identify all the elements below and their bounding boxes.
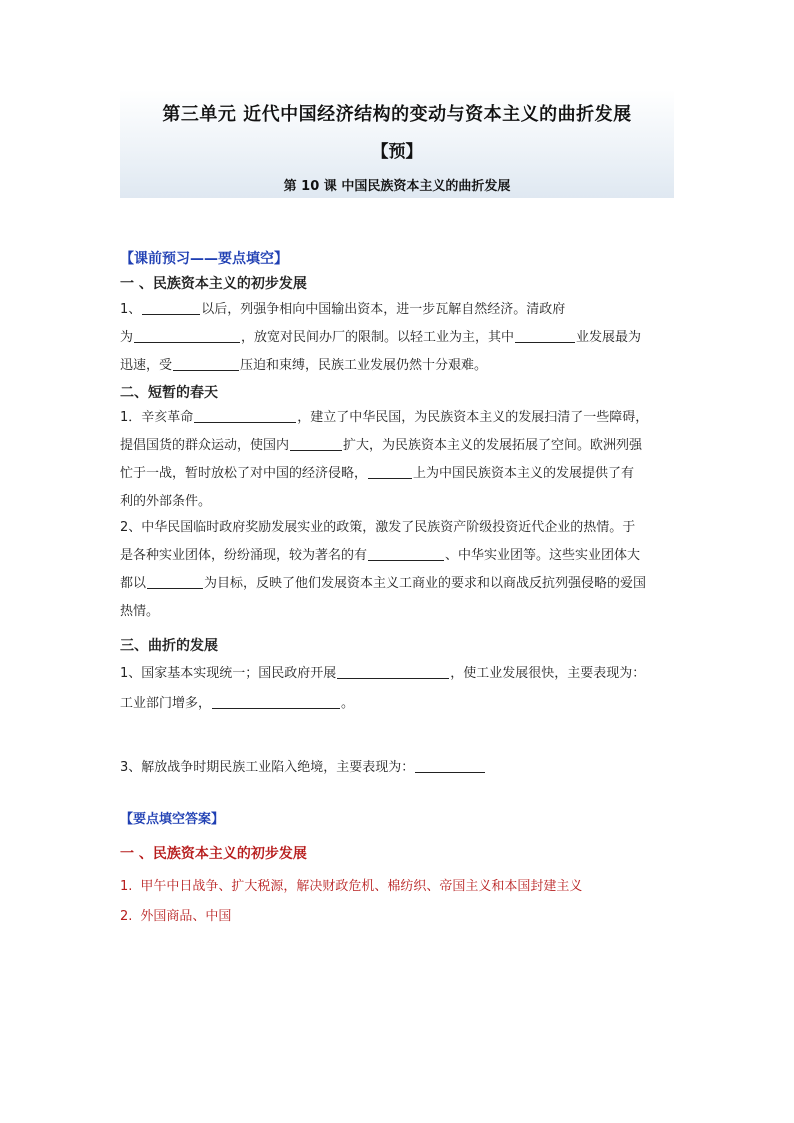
text: 扩大，为民族资本主义的发展拓展了空间。欧洲列强 bbox=[343, 438, 643, 453]
text: 热情。 bbox=[120, 604, 160, 619]
blank-line[interactable] bbox=[173, 354, 239, 371]
text: 3、解放战争时期民族工业陷入绝境，主要表现为： bbox=[120, 760, 415, 775]
answer-item bbox=[120, 905, 231, 924]
text-line bbox=[120, 598, 680, 626]
text-line bbox=[120, 514, 680, 542]
text: 为 bbox=[120, 330, 134, 345]
section1-title: 一 、民族资本主义的初步发展 bbox=[120, 276, 307, 292]
answer-text: 外国商品、中国 bbox=[140, 909, 232, 924]
section2-paragraph2 bbox=[120, 514, 680, 626]
blank-line[interactable] bbox=[212, 692, 340, 709]
preview-tag: 【预】 bbox=[371, 142, 423, 162]
text: 上为中国民族资本主义的发展提供了有 bbox=[413, 466, 635, 481]
blank-line[interactable] bbox=[415, 756, 485, 773]
blank-line[interactable] bbox=[368, 462, 412, 479]
text: 忙于一战，暂时放松了对中国的经济侵略， bbox=[120, 466, 368, 481]
text-line bbox=[120, 460, 680, 488]
text-line bbox=[120, 690, 680, 720]
text-line bbox=[120, 404, 680, 432]
text: 1、国家基本实现统一；国民政府开展 bbox=[120, 666, 337, 681]
text: 迅速，受 bbox=[120, 358, 173, 373]
text-line bbox=[120, 324, 680, 352]
text-line bbox=[120, 296, 680, 324]
text-line bbox=[120, 432, 680, 460]
text: 工业部门增多， bbox=[120, 696, 212, 711]
text: 以后，列强争相向中国输出资本，进一步瓦解自然经济。清政府 bbox=[201, 302, 566, 317]
text-line bbox=[120, 352, 680, 380]
text-line bbox=[120, 542, 680, 570]
blank-line[interactable] bbox=[368, 544, 444, 561]
section3-title: 三、曲折的发展 bbox=[120, 638, 218, 654]
blank-line[interactable] bbox=[290, 434, 342, 451]
text: ，使工业发展很快，主要表现为： bbox=[450, 666, 646, 681]
answer-text: 甲午中日战争、扩大税源，解决财政危机、棉纺织、帝国主义和本国封建主义 bbox=[140, 879, 583, 894]
section1-paragraph bbox=[120, 296, 680, 380]
text: 利的外部条件。 bbox=[120, 494, 212, 509]
section2-paragraph1 bbox=[120, 404, 680, 516]
text-line bbox=[120, 488, 680, 516]
blank-line[interactable] bbox=[194, 406, 296, 423]
text: 2、中华民国临时政府奖励发展实业的政策，激发了民族资产阶级投资近代企业的热情。于 bbox=[120, 520, 636, 535]
section3-paragraph bbox=[120, 660, 680, 720]
text: 1、 bbox=[120, 302, 142, 317]
answers-section-title: 一 、民族资本主义的初步发展 bbox=[120, 846, 307, 862]
text: 为目标，反映了他们发展资本主义工商业的要求和以商战反抗列强侵略的爱国 bbox=[204, 576, 647, 591]
blank-line[interactable] bbox=[515, 326, 575, 343]
unit-title: 第三单元 近代中国经济结构的变动与资本主义的曲折发展 bbox=[162, 104, 632, 125]
text: 业发展最为 bbox=[576, 330, 642, 345]
text: ，放宽对民间办厂的限制。以轻工业为主，其中 bbox=[241, 330, 515, 345]
text-line bbox=[120, 660, 680, 690]
text: 。 bbox=[341, 696, 355, 711]
section2-title: 二、短暂的春天 bbox=[120, 385, 218, 401]
answers-heading: 【要点填空答案】 bbox=[120, 812, 225, 827]
blank-line[interactable] bbox=[147, 572, 203, 589]
text-line bbox=[120, 570, 680, 598]
text: 、中华实业团等。这些实业团体大 bbox=[445, 548, 641, 563]
text: ，建立了中华民国，为民族资本主义的发展扫清了一些障碍， bbox=[297, 410, 649, 425]
text: 1．辛亥革命 bbox=[120, 410, 194, 425]
blank-line[interactable] bbox=[142, 298, 200, 315]
answer-item bbox=[120, 875, 582, 894]
section3-item3 bbox=[120, 754, 680, 782]
lesson-title: 第 10 课 中国民族资本主义的曲折发展 bbox=[283, 179, 511, 194]
blank-line[interactable] bbox=[337, 662, 449, 679]
text: 提倡国货的群众运动，使国内 bbox=[120, 438, 290, 453]
blank-line[interactable] bbox=[134, 326, 240, 343]
preview-heading: 【课前预习——要点填空】 bbox=[120, 251, 288, 267]
text: 都以 bbox=[120, 576, 147, 591]
answer-number: 1. bbox=[120, 879, 133, 894]
title-banner bbox=[120, 90, 674, 198]
answer-number: 2. bbox=[120, 909, 133, 924]
text: 是各种实业团体，纷纷涌现，较为著名的有 bbox=[120, 548, 368, 563]
text-line bbox=[120, 754, 680, 782]
text: 压迫和束缚，民族工业发展仍然十分艰难。 bbox=[240, 358, 488, 373]
